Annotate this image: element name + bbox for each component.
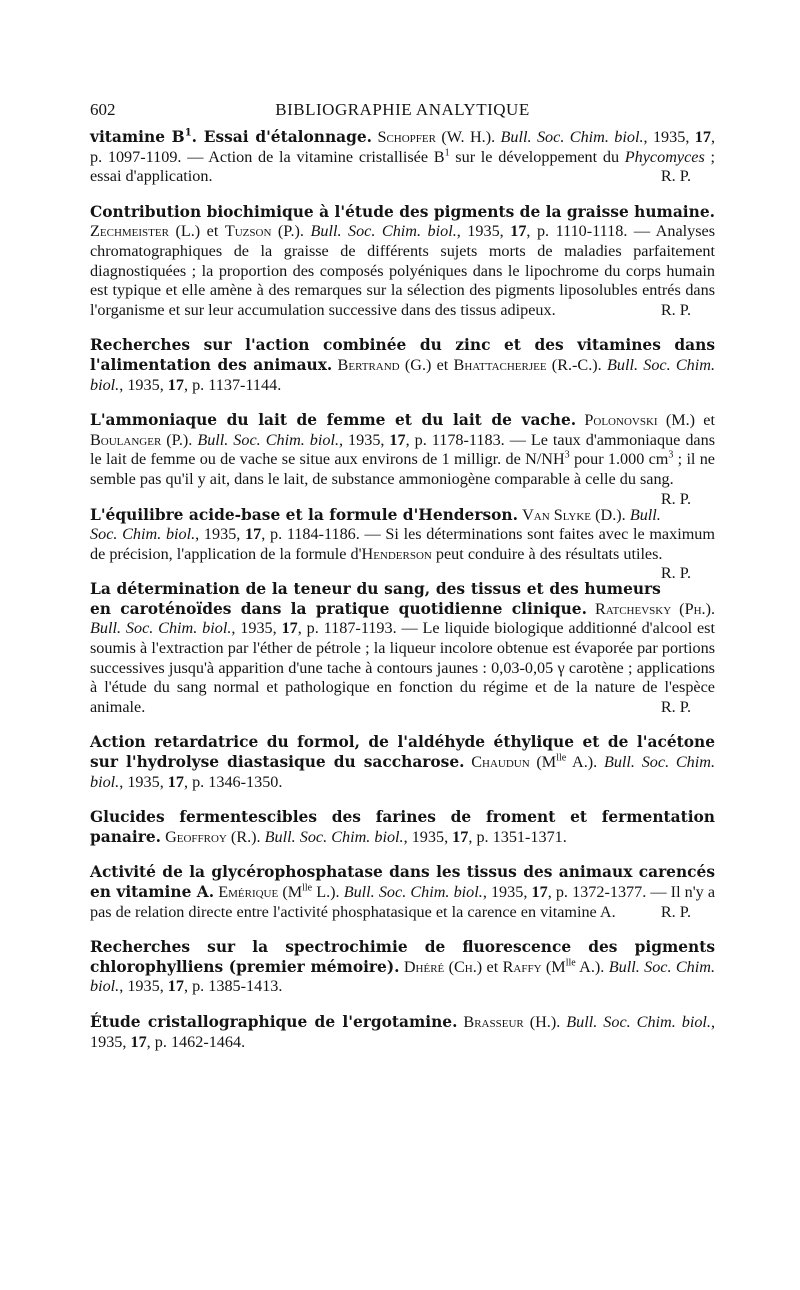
entry-journal: Bull. Soc. Chim. biol. xyxy=(264,827,404,846)
entry-year: , 1935, xyxy=(90,1012,716,1051)
abstract-superscript: 3 xyxy=(668,449,674,461)
entry-title: vitamine B xyxy=(90,128,185,146)
entry-author: Bhattacherjee (R.-C.). xyxy=(453,355,602,374)
entry-year: , 1935, xyxy=(119,772,168,791)
author-join: et xyxy=(695,411,715,430)
entry-author-rest: A.). xyxy=(566,753,598,772)
entry-abstract: — Action de la vitamine cristallisée B xyxy=(181,147,445,166)
bibliography-entry xyxy=(90,1013,715,1052)
entry-authors: Schopfer (W. H.). xyxy=(377,128,496,146)
page-number: 602 xyxy=(90,100,116,119)
entry-volume: 17 xyxy=(694,128,711,146)
bibliography-entry xyxy=(90,411,715,508)
entry-journal: Bull. Soc. Chim. biol. xyxy=(500,128,644,146)
bibliography-entry xyxy=(90,733,715,792)
bibliography-entry xyxy=(90,203,715,321)
bibliography-list xyxy=(90,128,715,1068)
entry-abstract-cont: sur le développement du xyxy=(449,147,625,166)
bibliography-entry xyxy=(90,336,715,395)
entry-pages: , p. 1184-1186. xyxy=(261,525,360,544)
entry-year: , 1935, xyxy=(119,977,168,996)
entry-abstract-end: peut conduire à des résultats utiles. xyxy=(431,544,663,563)
entry-volume: 17 xyxy=(281,619,298,638)
bibliography-entry xyxy=(90,808,715,847)
entry-pages: , p. 1351-1371. xyxy=(468,827,567,846)
entry-year: , 1935, xyxy=(231,619,282,638)
entry-journal: Bull. Soc. Chim. biol. xyxy=(90,619,232,638)
entry-volume: 17 xyxy=(167,772,184,791)
entry-authors: Van Slyke (D.). xyxy=(522,505,626,524)
entry-pages: , p. 1462-1464. xyxy=(146,1032,246,1051)
entry-journal: Bull. Soc. Chim. biol. xyxy=(566,1012,711,1031)
entry-authors: Geoffroy (R.). xyxy=(165,827,261,846)
entry-author: Zechmeister (L.) xyxy=(90,222,201,241)
entry-title-rest: . Essai d'étalonnage. xyxy=(191,128,373,146)
entry-author-rest: L.). xyxy=(312,883,340,901)
entry-authors: Brasseur (H.). xyxy=(463,1012,561,1031)
entry-volume: 17 xyxy=(452,827,469,846)
entry-abstract-end: ; essai d'application. xyxy=(90,147,715,186)
entry-journal: Bull. Soc. Chim. biol. xyxy=(90,957,716,996)
entry-pages: , p. 1137-1144. xyxy=(183,375,282,394)
entry-title: La détermination de la teneur du sang, des tissus et des humeurs en caroténoïdes dans la pratique quotidienne clinique. xyxy=(90,580,661,618)
entry-abstract: — Le taux d'ammoniaque dans le lait de femme ou de vache se situe aux environs de 1 milligr. de N/NH xyxy=(90,430,715,469)
entry-volume: 17 xyxy=(130,1032,147,1051)
abstract-superscript: 1 xyxy=(444,147,450,159)
entry-pages: , p. 1110-1118. xyxy=(526,222,628,241)
entry-abstract: — Le liquide biologique additionné d'alcool est soumis à l'extraction par l'éther de pétrole ; la liqueur incolore obtenue est évaporée par portions successives jusqu'à apparition d'une tache à contours jaunes : 0,03-0,05 γ carotène ; applications à l'étude du sang normal et pathologique en fonction du régime et de la nature de l'espèce animale. xyxy=(90,619,715,716)
entry-signature: R. P. xyxy=(660,300,691,319)
entry-title: Glucides fermentescibles des farines de froment et fermentation panaire. xyxy=(90,808,715,846)
entry-author: Polonovski (M.) xyxy=(584,411,696,430)
entry-journal: Bull. Soc. Chim. biol. xyxy=(90,753,715,791)
bibliography-entry xyxy=(90,128,715,187)
entry-author: Bertrand (G.) xyxy=(337,355,432,374)
author-superscript: lle xyxy=(302,882,313,894)
entry-author: Chaudun (M xyxy=(471,753,557,772)
entry-volume: 17 xyxy=(245,525,262,544)
entry-abstract: — Si les déterminations sont faites avec le maximum de précision, l'application de la formule d' xyxy=(90,525,715,563)
entry-signature: R. P. xyxy=(660,167,691,186)
entry-year: , 1935, xyxy=(339,430,390,449)
entry-title: Étude cristallographique de l'ergotamine. xyxy=(90,1012,458,1031)
entry-journal: Bull. Soc. Chim. biol. xyxy=(310,222,457,241)
entry-author: Raffy (M xyxy=(502,957,566,976)
entry-pages: , p. 1346-1350. xyxy=(183,772,283,791)
entry-title: Action retardatrice du formol, de l'aldéhyde éthylique et de l'acétone sur l'hydrolyse diastasique du saccharose. xyxy=(90,733,715,772)
entry-abstract-end: ; il ne semble pas qu'il y ait, dans le lait, de substance ammoniogène comparable à celle du sang. xyxy=(90,450,715,488)
entry-signature: R. P. xyxy=(660,902,691,921)
entry-year: , 1935, xyxy=(119,375,168,394)
entry-author: Dhéré (Ch.) xyxy=(403,957,483,976)
entry-volume: 17 xyxy=(389,430,406,449)
entry-year: , 1935, xyxy=(456,222,511,241)
entry-pages: , p. 1097-1109. xyxy=(90,128,715,166)
entry-journal: Bull. Soc. Chim. biol. xyxy=(90,355,716,394)
entry-year: , 1935, xyxy=(482,883,532,901)
entry-title: L'ammoniaque du lait de femme et du lait de vache. xyxy=(90,411,577,430)
entry-abstract-cont: pour 1.000 cm xyxy=(569,450,669,469)
entry-pages: , p. 1187-1193. xyxy=(297,619,397,638)
entry-title: L'équilibre acide-base et la formule d'Henderson. xyxy=(90,505,518,524)
bibliography-entry xyxy=(90,505,715,583)
entry-signature: R. P. xyxy=(660,489,691,508)
author-superscript: lle xyxy=(565,957,576,969)
entry-title: Contribution biochimique à l'étude des pigments de la graisse humaine. xyxy=(90,202,715,221)
entry-author-rest: A.). xyxy=(575,957,605,976)
running-title: BIBLIOGRAPHIE ANALYTIQUE xyxy=(275,100,530,119)
entry-year: , 1935, xyxy=(403,827,453,846)
author-join: et xyxy=(431,355,454,374)
entry-volume: 17 xyxy=(510,222,527,241)
entry-journal: Bull. Soc. Chim. biol. xyxy=(343,883,483,901)
author-superscript: lle xyxy=(556,752,567,764)
abstract-superscript: 3 xyxy=(564,449,570,461)
author-join: et xyxy=(200,222,225,241)
entry-title: Recherches sur la spectrochimie de fluorescence des pigments chlorophylliens (premier mémoire). xyxy=(90,938,715,976)
author-join: et xyxy=(482,957,503,976)
entry-author: Boulanger (P.). xyxy=(90,430,193,449)
entry-abstract: — Il n'y a pas de relation directe entre l'activité phosphatasique et la carence en vitamine A. xyxy=(90,883,716,921)
entry-volume: 17 xyxy=(167,375,184,394)
abstract-name: Henderson xyxy=(361,544,432,563)
bibliography-entry xyxy=(90,863,715,922)
page-header xyxy=(90,100,715,124)
entry-title: Recherches sur l'action combinée du zinc et des vitamines dans l'alimentation des animaux. xyxy=(90,336,715,374)
entry-journal: Bull. Soc. Chim. biol. xyxy=(90,505,661,544)
entry-signature: R. P. xyxy=(660,697,691,716)
entry-abstract: — Analyses chromatographiques de la graisse de différents sujets morts de maladies parfaitement diagnostiquées ; la proportion des composés polyéniques dans le lipochrome du corps humain est typique et elle amène à des remarques sur la sélection des pigments liposolubles entrés dans l'organisme et sur leur accumulation successive dans des tissus adipeux. xyxy=(90,222,716,319)
title-superscript: 1 xyxy=(184,127,192,139)
entry-volume: 17 xyxy=(167,977,184,996)
entry-pages: , p. 1178-1183. xyxy=(405,430,505,449)
entry-volume: 17 xyxy=(531,883,548,901)
entry-pages: , p. 1385-1413. xyxy=(183,977,283,996)
entry-signature: R. P. xyxy=(660,564,691,583)
entry-year: , 1935, xyxy=(195,525,246,544)
entry-year: , 1935, xyxy=(643,128,695,146)
entry-pages: , p. 1372-1377. xyxy=(547,883,647,901)
entry-author: Tuzson (P.). xyxy=(224,222,304,241)
entry-authors: Ratchevsky (Ph.). xyxy=(594,599,716,618)
entry-title: Activité de la glycérophosphatase dans les tissus des animaux carencés en vitamine A. xyxy=(90,863,715,901)
bibliography-entry xyxy=(90,580,715,717)
bibliography-entry xyxy=(90,938,715,997)
entry-author: Emérique (M xyxy=(218,883,303,901)
entry-abstract-italic: Phycomyces xyxy=(624,147,705,166)
entry-journal: Bull. Soc. Chim. biol. xyxy=(197,430,340,449)
